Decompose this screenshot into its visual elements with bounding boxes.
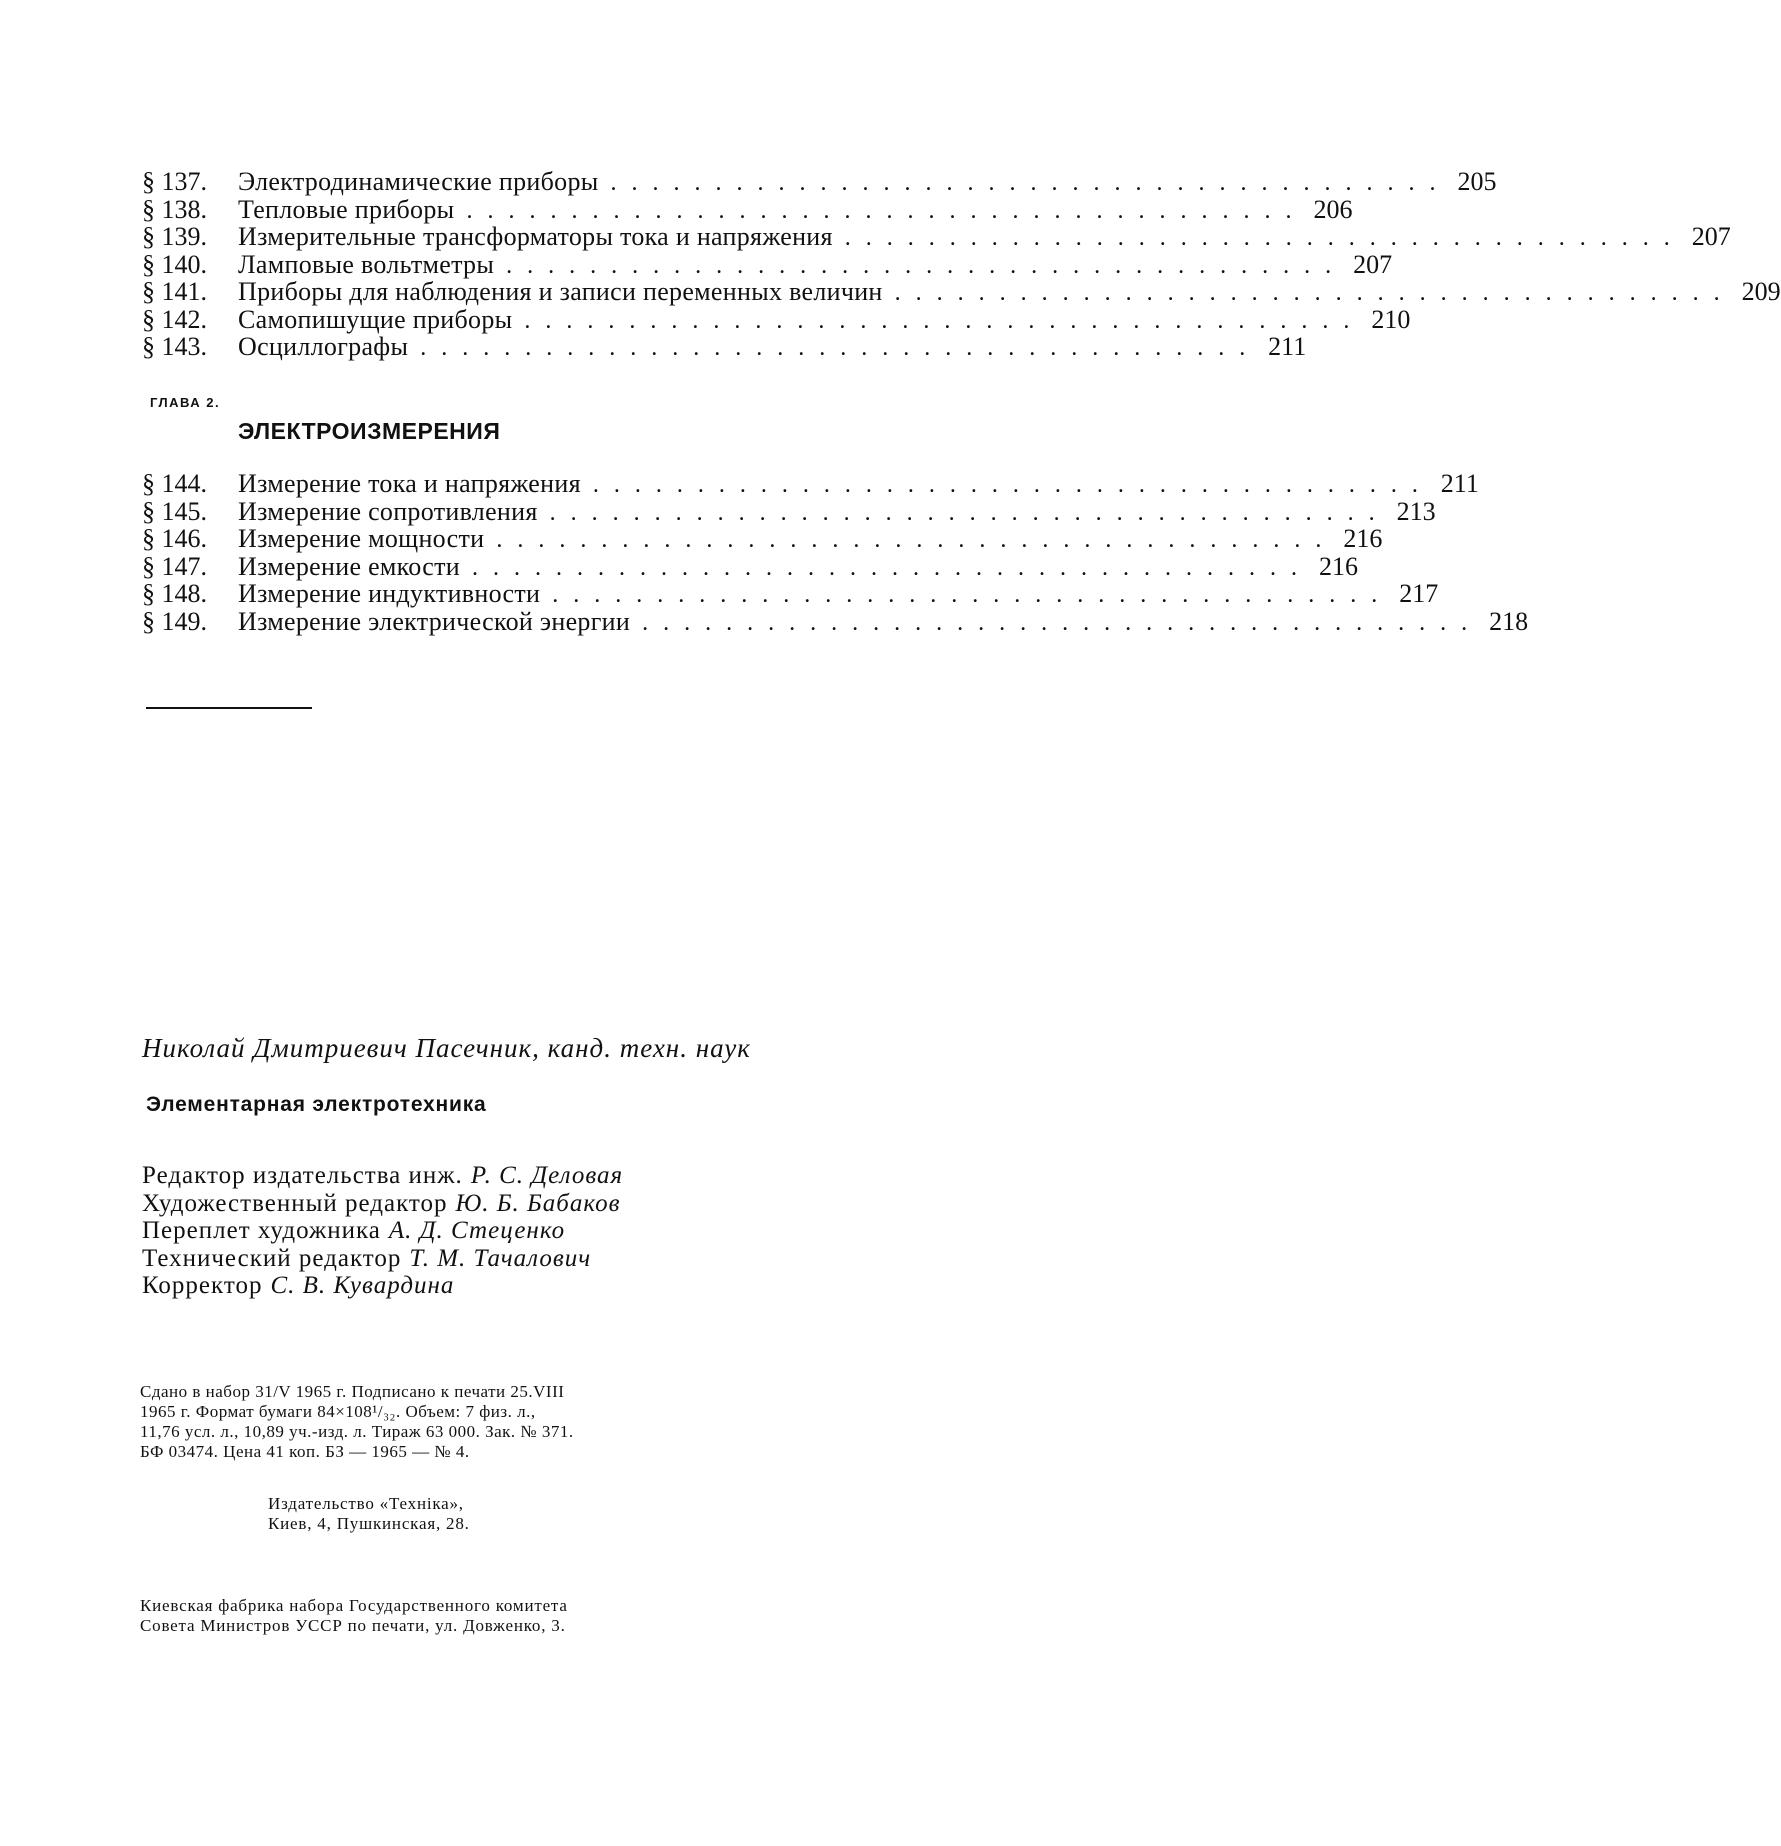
toc-page-number: 207 — [1691, 222, 1731, 251]
credit-row — [142, 1162, 623, 1190]
chapter-title: ЭЛЕКТРОИЗМЕРЕНИЯ — [238, 418, 501, 444]
publisher-address — [268, 1494, 470, 1534]
toc-section-number: § 145. — [142, 496, 207, 526]
toc-section-number: § 148. — [142, 579, 207, 608]
imprint-line: 11,76 усл. л., 10,89 уч.-изд. л. Тираж 63 000. Зак. № 371. — [140, 1422, 574, 1441]
credit-name: Ю. Б. Бабаков — [455, 1189, 621, 1217]
credit-role: Корректор — [142, 1272, 263, 1299]
toc-entry-title: Измерение мощности — [238, 524, 485, 553]
toc-leader-dots: ........................................ — [610, 170, 1451, 196]
toc-page-number: 205 — [1457, 167, 1497, 196]
toc-section-number: § 137. — [142, 167, 207, 196]
toc-leader-dots: ........................................ — [471, 554, 1312, 581]
publisher-line: Издательство «Техніка», — [268, 1494, 464, 1513]
toc-entry — [142, 551, 1358, 581]
credit-name: Т. М. Тачалович — [409, 1244, 592, 1272]
toc-page-number: 211 — [1440, 469, 1479, 498]
credit-row — [142, 1190, 623, 1218]
toc-entry-title: Тепловые приборы — [238, 194, 455, 224]
toc-entry-title: Измерение электрической энергии — [238, 606, 631, 636]
toc-section-number: § 147. — [142, 551, 207, 581]
toc-leader-dots: ........................................ — [844, 225, 1685, 251]
credit-row — [142, 1217, 623, 1245]
toc-page-number: 218 — [1489, 606, 1529, 636]
toc-page-number: 213 — [1396, 496, 1436, 526]
toc-entry — [142, 606, 1529, 636]
toc-section-number: § 149. — [142, 606, 207, 636]
toc-leader-dots: ........................................ — [496, 527, 1337, 553]
credit-row — [142, 1272, 623, 1300]
toc-leader-dots: ........................................ — [642, 609, 1483, 636]
credit-role: Переплет художника — [142, 1217, 381, 1244]
toc-page-number: 206 — [1313, 194, 1353, 224]
toc-entry — [142, 469, 1479, 498]
toc-section-number: § 143. — [142, 332, 207, 361]
toc-entry-title: Измерительные трансформаторы тока и напряжения — [238, 222, 833, 251]
toc-section-number: § 146. — [142, 524, 207, 553]
toc-entry-title: Осциллографы — [238, 332, 409, 361]
toc-entry-title: Электродинамические приборы — [238, 167, 599, 196]
toc-leader-dots: ........................................ — [506, 252, 1347, 279]
toc-entry — [142, 579, 1439, 608]
toc-leader-dots: ........................................ — [549, 499, 1390, 526]
toc-leader-dots: ........................................ — [552, 582, 1393, 608]
toc-page-number: 211 — [1268, 332, 1307, 361]
toc-entry — [142, 222, 1731, 251]
toc-entry — [142, 332, 1307, 361]
toc-page-number: 216 — [1343, 524, 1383, 553]
toc-entry — [142, 249, 1393, 279]
credit-role: Редактор издательства инж. — [142, 1162, 463, 1189]
credit-role: Художественный редактор — [142, 1189, 448, 1217]
toc-section-number: § 139. — [142, 222, 207, 251]
toc-page-number: 207 — [1353, 249, 1393, 279]
toc-entry — [142, 304, 1411, 334]
toc-entry — [142, 194, 1353, 224]
toc-section-number: § 140. — [142, 249, 207, 279]
toc-section-bottom — [142, 469, 1529, 636]
printing-imprint — [140, 1382, 820, 1462]
author-line: Николай Дмитриевич Пасечник, канд. техн. наук — [142, 1033, 751, 1063]
credit-name: А. Д. Стеценко — [388, 1217, 566, 1244]
toc-entry — [142, 167, 1497, 196]
printer-line: Киевская фабрика набора Государственного комитета — [140, 1596, 568, 1615]
credit-name: С. В. Кувардина — [270, 1272, 455, 1299]
toc-leader-dots: ........................................ — [894, 280, 1735, 306]
toc-leader-dots: ........................................ — [592, 472, 1433, 498]
chapter-label: ГЛАВА 2. — [150, 395, 221, 410]
printer-line: Совета Министров УССР по печати, ул. Довженко, 3. — [140, 1616, 566, 1635]
book-title: Элементарная электротехника — [146, 1093, 487, 1116]
toc-section-number: § 138. — [142, 194, 207, 224]
toc-entry-title: Измерение индуктивности — [238, 579, 541, 608]
toc-section-top — [142, 167, 1781, 361]
section-divider-rule — [146, 707, 312, 709]
toc-section-number: § 144. — [142, 469, 207, 498]
publisher-line: Киев, 4, Пушкинская, 28. — [268, 1514, 470, 1533]
credit-name: Р. С. Деловая — [470, 1162, 624, 1189]
imprint-line: БФ 03474. Цена 41 коп. БЗ — 1965 — № 4. — [140, 1442, 470, 1461]
toc-leader-dots: ........................................ — [524, 307, 1365, 334]
toc-page-number: 209 — [1741, 277, 1781, 306]
credit-row — [142, 1245, 623, 1273]
toc-entry-title: Самопишущие приборы — [238, 304, 513, 334]
toc-page-number: 217 — [1399, 579, 1439, 608]
toc-entry — [142, 277, 1781, 306]
toc-section-number: § 141. — [142, 277, 207, 306]
toc-entry-title: Измерение тока и напряжения — [238, 469, 581, 498]
credit-role: Технический редактор — [142, 1244, 402, 1272]
imprint-line: Сдано в набор 31/V 1965 г. Подписано к печати 25.VIII — [140, 1382, 565, 1401]
toc-entry — [142, 524, 1383, 553]
toc-page-number: 210 — [1371, 304, 1411, 334]
toc-entry — [142, 496, 1436, 526]
toc-leader-dots: ........................................ — [466, 197, 1307, 224]
toc-page-number: 216 — [1318, 551, 1358, 581]
printer-info — [140, 1596, 803, 1636]
toc-entry-title: Измерение емкости — [238, 551, 460, 581]
imprint-line: 1965 г. Формат бумаги 84×108¹/₃₂. Объем: 7 физ. л., — [140, 1402, 536, 1421]
toc-entry-title: Ламповые вольтметры — [238, 249, 495, 279]
toc-leader-dots: ........................................ — [420, 335, 1261, 361]
toc-entry-title: Измерение сопротивления — [238, 496, 538, 526]
toc-section-number: § 142. — [142, 304, 207, 334]
toc-entry-title: Приборы для наблюдения и записи переменных величин — [238, 277, 883, 306]
editorial-credits — [142, 1162, 623, 1300]
